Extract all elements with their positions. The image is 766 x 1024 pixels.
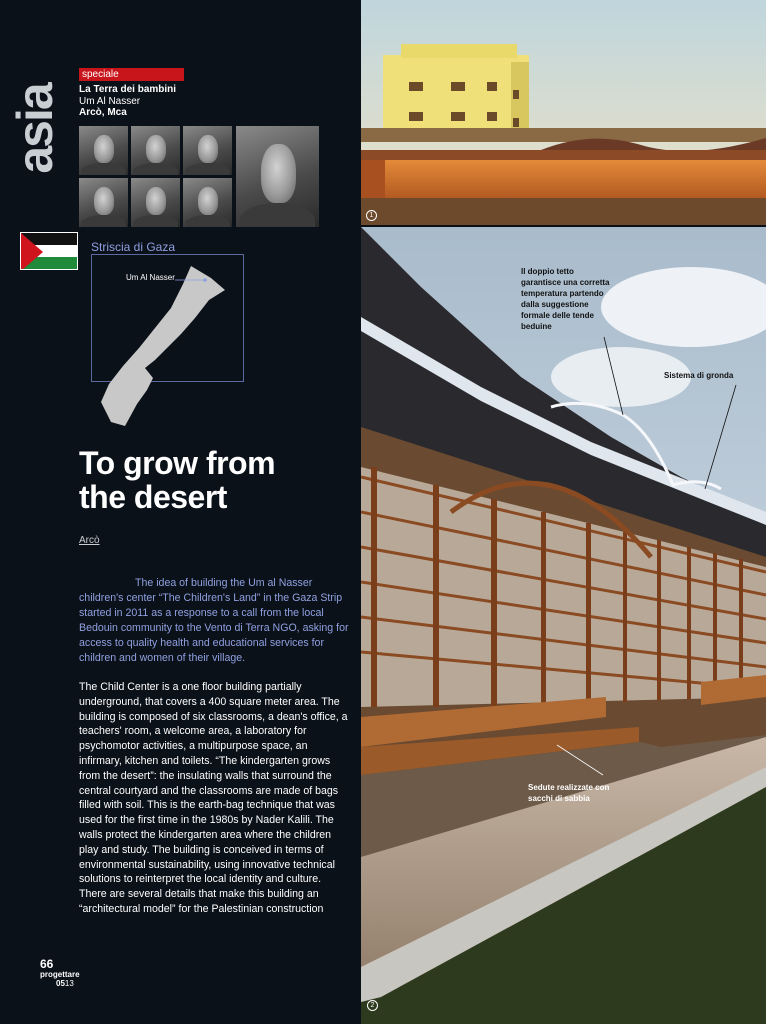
- palestine-flag-icon: [20, 232, 78, 270]
- photo-2-number: 2: [367, 1000, 378, 1011]
- portrait-2: [131, 126, 180, 175]
- map-region-title: Striscia di Gaza: [91, 240, 176, 254]
- photo-building: [361, 0, 766, 225]
- photo-building-scene: [361, 0, 766, 225]
- headline-line-2: the desert: [79, 479, 227, 515]
- magazine-name: progettare: [40, 970, 80, 979]
- photo-1-number: 1: [366, 210, 377, 221]
- portrait-6: [183, 178, 232, 227]
- article-byline: Arcò: [79, 535, 100, 546]
- section-tag: asia: [7, 84, 63, 174]
- category-badge: speciale: [79, 68, 184, 81]
- project-title: La Terra dei bambini: [79, 84, 177, 95]
- portrait-7: [236, 126, 319, 227]
- project-location: Um Al Nasser: [79, 96, 141, 107]
- map-marker-dot: [203, 278, 207, 282]
- headline-line-1: To grow from: [79, 445, 276, 481]
- article-body: The Child Center is a one floor building partially underground, that covers a 400 square meter area. The building is composed of six classrooms, a dean's office, a teachers' room, a welcome area, a laboratory for psychomotor activities, a multipurpose space, an infirmary, kitchen and toilets. “The kindergarten grows from the desert”: the insulating walls that surround the central courtyard and the classrooms are made of bags filled with soil. This is the earth-bag technique that was used for the first time in the 1980s by Nader Kalili. The walls protect the kindergarten area where the children play and study. The building is conceived in terms of environmental sustainability, using innovative technical solutions to reinterpret the local identity and culture. There are several details that make this building an “architectural model” for the Palestinian construction: [79, 681, 348, 915]
- issue-number: [56, 979, 74, 988]
- gaza-strip-shape: [101, 266, 225, 426]
- annotation-seats: Sedute realizzate con sacchi di sabbia: [528, 783, 610, 803]
- photo-corridor: [361, 227, 766, 1024]
- issue-number-rest: 13: [64, 979, 74, 988]
- issue-number-bold: 05: [56, 979, 65, 988]
- left-column: [0, 0, 361, 1024]
- annotation-roof: Il doppio tetto garantisce una corretta temperatura partendo dalla suggestione formale delle tende beduine: [521, 267, 610, 331]
- annotation-gutter: Sistema di gronda: [664, 371, 734, 380]
- portrait-5: [131, 178, 180, 227]
- page-number: 66: [40, 957, 54, 971]
- portrait-4: [79, 178, 128, 227]
- map-marker-label: Um Al Nasser: [126, 273, 175, 282]
- project-author: Arcò, Mca: [79, 107, 127, 118]
- article-headline: [79, 446, 349, 514]
- photo-corridor-scene: [361, 227, 766, 1024]
- article-intro: [79, 576, 349, 666]
- portrait-1: [79, 126, 128, 175]
- portrait-3: [183, 126, 232, 175]
- intro-text: The idea of building the Um al Nasser children's center “The Children's Land” in the Gaza Strip started in 2011 as a response to a call from the local Bedouin community to the Vento di Terra NGO, asking for access to quality health and educational services for children and women of their village.: [79, 577, 349, 664]
